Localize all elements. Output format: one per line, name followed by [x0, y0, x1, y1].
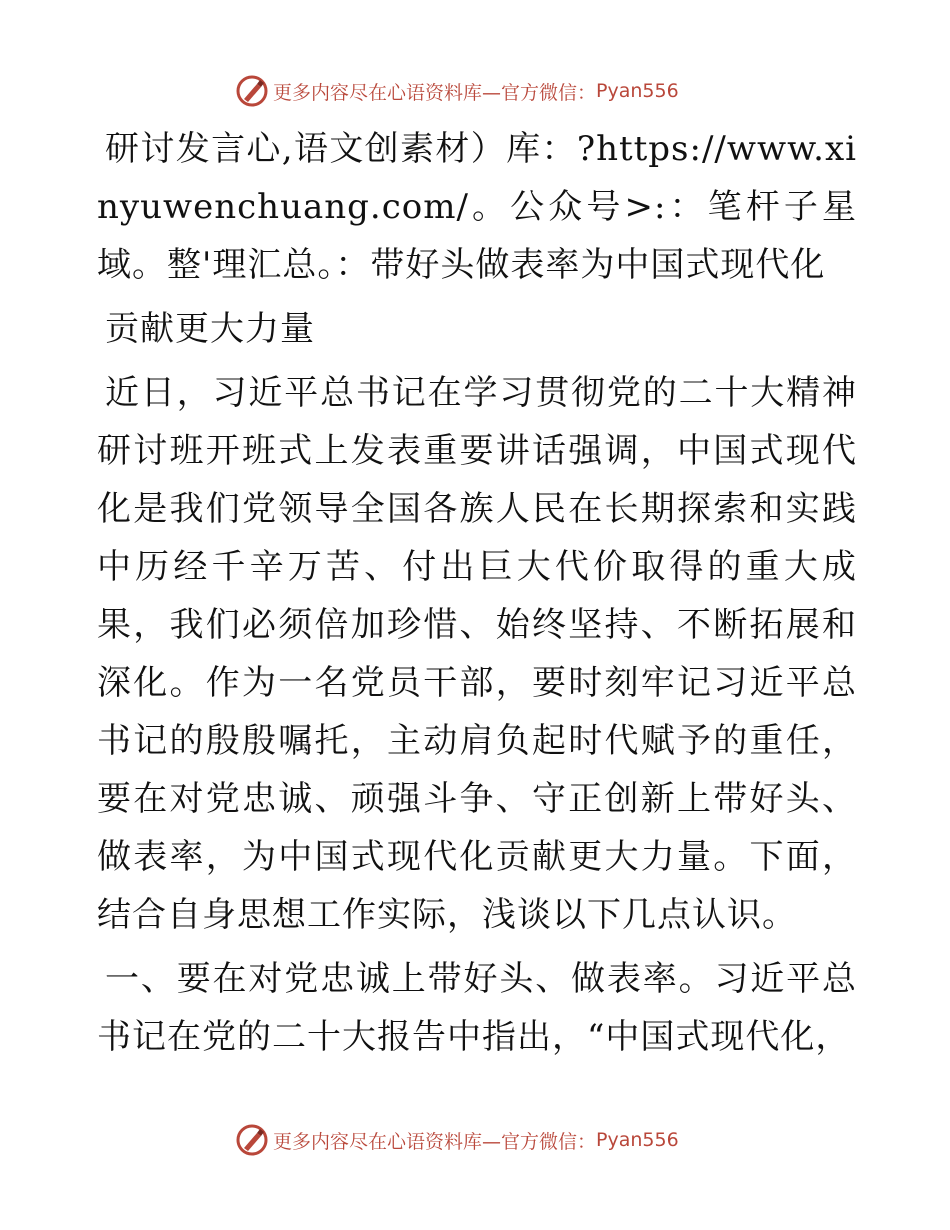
body-paragraph-2: 一、要在对党忠诚上带好头、做表率。习近平总书记在党的二十大报告中指出，“中国式现代化，: [97, 959, 857, 1057]
pen-circle-logo-icon: [235, 1123, 269, 1157]
footer-watermark: [235, 1122, 679, 1158]
pen-circle-logo-icon: [235, 74, 269, 108]
watermark-text: 更多内容尽在心语资料库—官方微信：: [273, 81, 597, 104]
document-body: [97, 120, 857, 1066]
header-watermark: [235, 73, 679, 109]
document-title: 贡献更大力量: [105, 309, 315, 349]
watermark-contact: Pyan556: [596, 80, 679, 102]
watermark-text: 更多内容尽在心语资料库—官方微信：: [273, 1130, 597, 1153]
body-paragraph-1: 近日，习近平总书记在学习贯彻党的二十大精神研讨班开班式上发表重要讲话强调，中国式现代化是我们党领导全国各族人民在长期探索和实践中历经千辛万苦、付出巨大代价取得的重大成果，我们必须倍加珍惜、始终坚持、不断拓展和深化。作为一名党员干部，要时刻牢记习近平总书记的殷殷嘱托，主动肩负起时代赋予的重任，要在对党忠诚、顽强斗争、守正创新上带好头、做表率，为中国式现代化贡献更大力量。下面，结合自身思想工作实际，浅谈以下几点认识。: [97, 373, 857, 935]
watermark-contact: Pyan556: [596, 1129, 679, 1151]
intro-paragraph: 研讨发言心,语文创素材）库：?https://www.xinyuwenchuang.com/。公众号>:：笔杆子星域。整'理汇总。：带好头做表率为中国式现代化: [97, 129, 857, 285]
